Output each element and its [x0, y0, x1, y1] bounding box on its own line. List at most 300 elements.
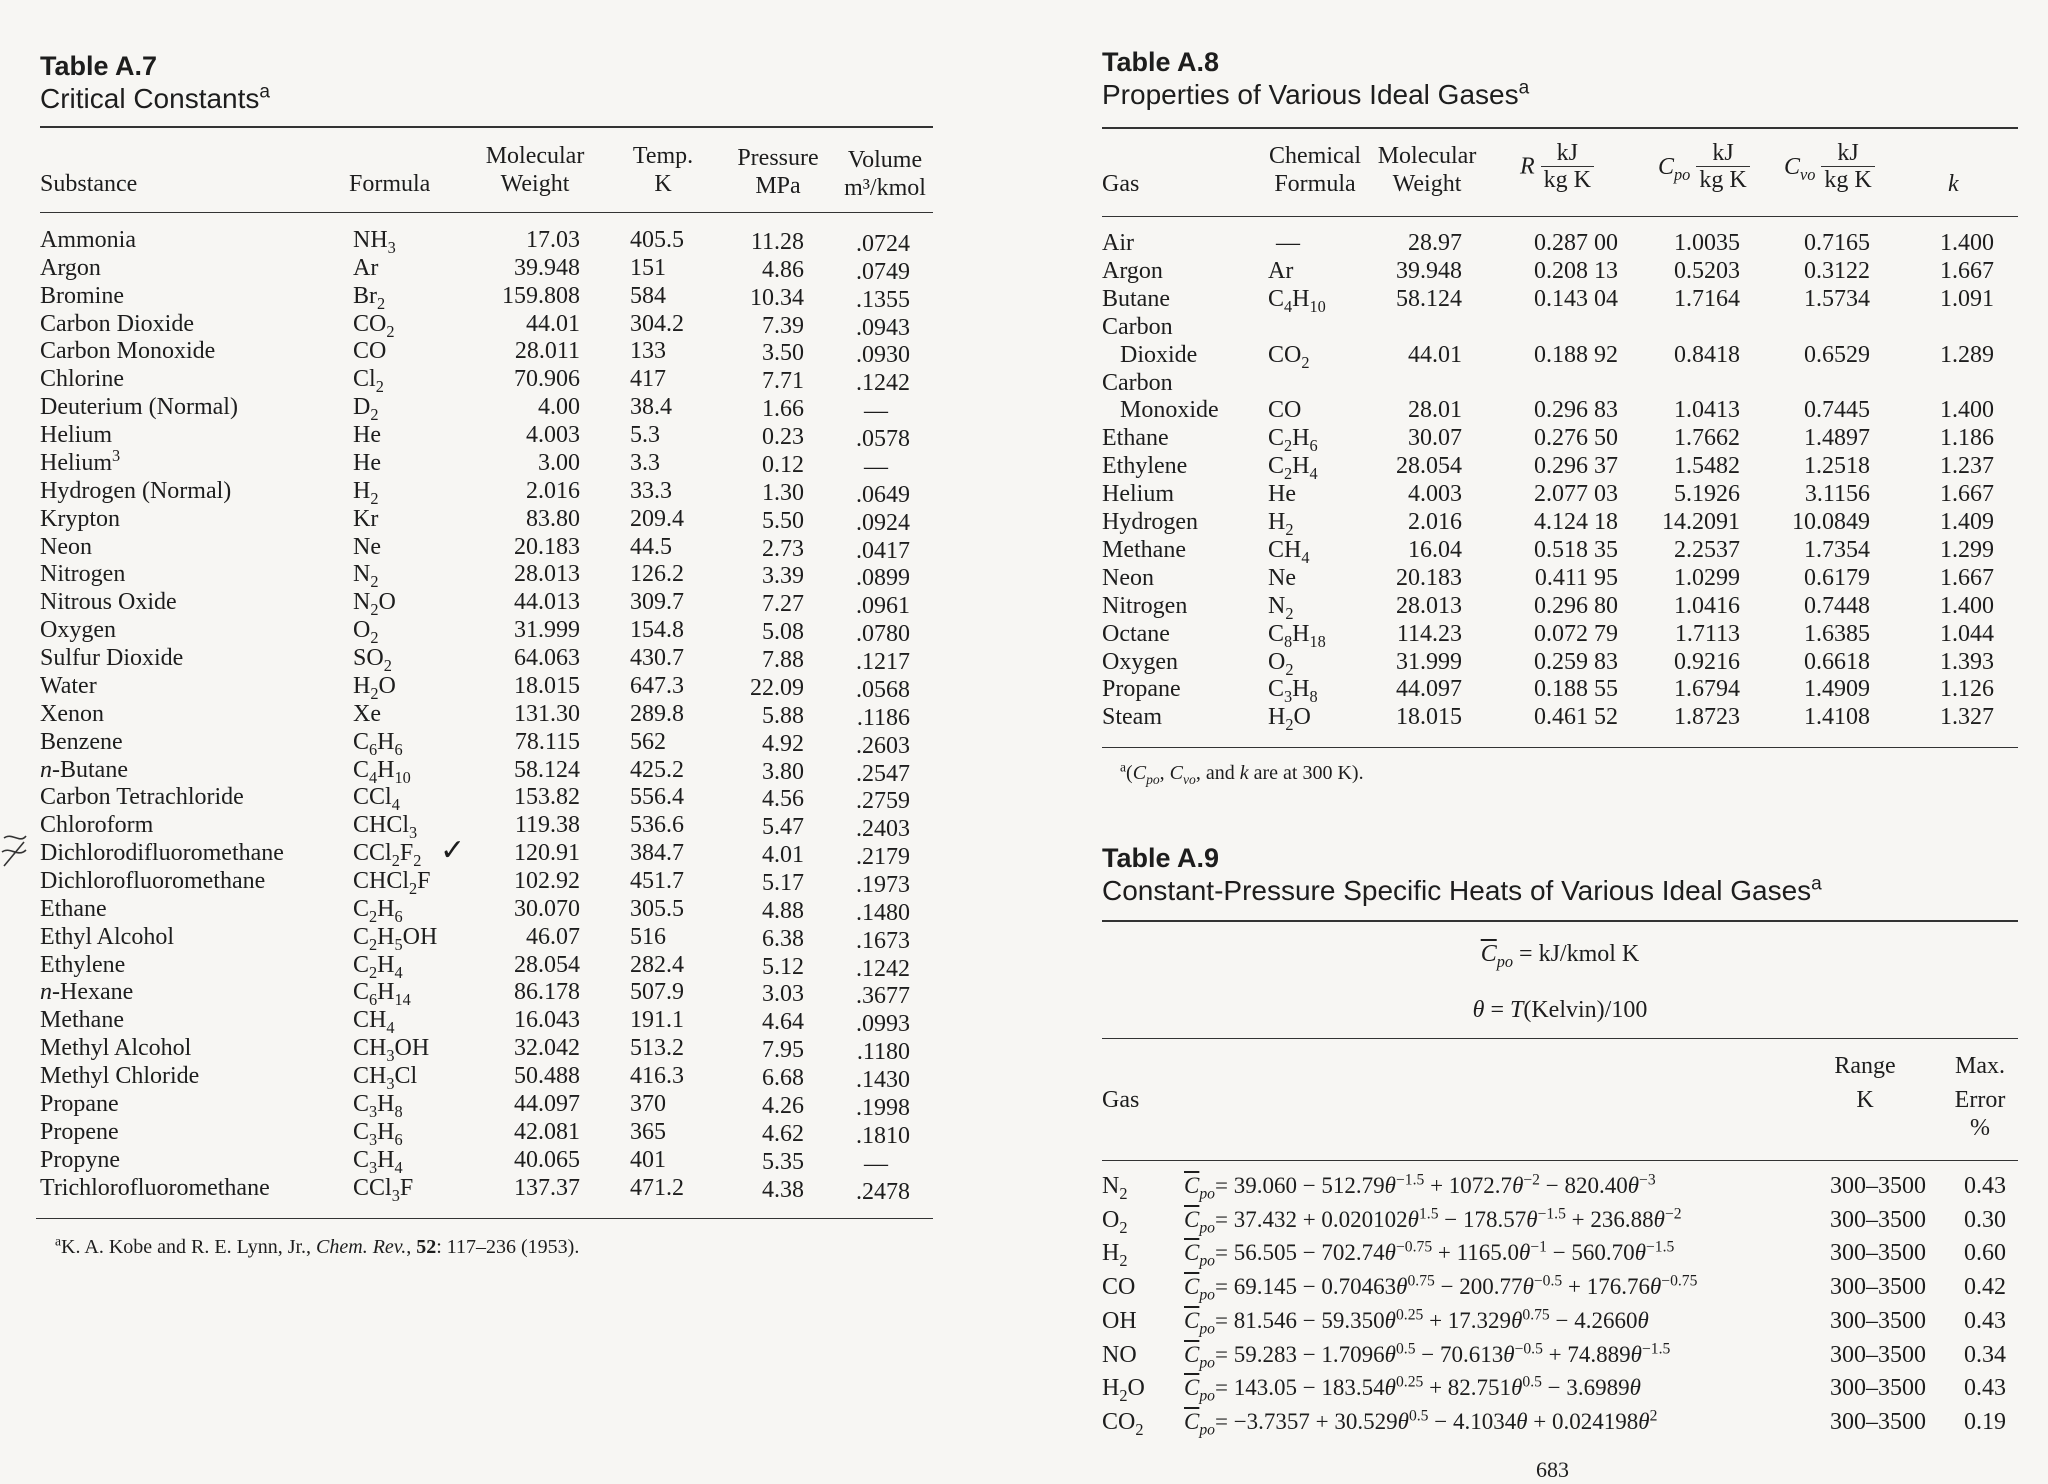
- molecular-weight: 28.054: [514, 951, 580, 978]
- k-ratio: 1.327: [1940, 704, 1994, 731]
- molecular-weight: 70.906: [514, 366, 580, 393]
- substance-name: Helium$^3$: [40, 445, 121, 476]
- col-pressure-line1: Pressure: [737, 145, 819, 171]
- chemical-formula: Ar: [1268, 257, 1294, 284]
- critical-pressure: 3.50: [762, 340, 804, 367]
- molecular-weight: 18.015: [1396, 704, 1462, 731]
- max-error: 0.19: [1964, 1408, 2006, 1435]
- critical-temperature: 309.7: [630, 589, 684, 616]
- temperature-range: 300–3500: [1830, 1173, 1926, 1199]
- substance-name: Carbon Monoxide: [40, 338, 216, 365]
- substance-name: Propyne: [40, 1146, 120, 1173]
- substance-name: n-Hexane: [40, 979, 134, 1006]
- critical-temperature: 401: [630, 1146, 666, 1173]
- cvo-value: 0.7165: [1804, 230, 1870, 256]
- table-a9-id: Table A.9: [1102, 843, 1220, 873]
- col-volume-line2: m³/kmol: [844, 175, 926, 201]
- cvo-value: 1.7354: [1804, 536, 1870, 563]
- formula: $N_2O$: [353, 589, 396, 620]
- critical-volume: .0724: [856, 231, 910, 257]
- k-ratio: 1.400: [1940, 397, 1994, 424]
- critical-volume: .3677: [856, 983, 910, 1010]
- formula: $CH_4$: [353, 1007, 395, 1038]
- critical-volume: .2478: [856, 1178, 910, 1205]
- critical-volume: .1180: [856, 1039, 910, 1066]
- col-temp-line1: Temp.: [632, 143, 694, 169]
- gas-name: Carbon: [1102, 369, 1173, 396]
- molecular-weight: 30.07: [1408, 425, 1462, 452]
- k-ratio: 1.400: [1940, 592, 1994, 619]
- temperature-range: 300–3500: [1830, 1206, 1926, 1233]
- critical-temperature: 471.2: [630, 1174, 684, 1201]
- chemical-formula: $O_2$: [1268, 648, 1294, 679]
- cpo-equation: $\overline{C}_{po}= 39.060 - 512.79\theta^{-1.5} + 1072.7\theta^{-2} - 820.40\theta^{-3}$: [1184, 1171, 1656, 1203]
- critical-volume: .0943: [856, 314, 910, 341]
- critical-temperature: 209.4: [630, 505, 684, 532]
- chemical-formula: $H_2$: [1268, 509, 1294, 539]
- formula: Ne: [353, 533, 381, 560]
- critical-volume: .1355: [856, 286, 910, 313]
- critical-temperature: 647.3: [630, 672, 684, 699]
- cpo-value: 1.5482: [1674, 453, 1740, 480]
- gas-constant-R: 0.296 83: [1534, 397, 1618, 424]
- gas-constant-R: 0.208 13: [1534, 257, 1618, 284]
- chemical-formula: $H_2O$: [1268, 704, 1311, 735]
- substance-name: Methane: [40, 1007, 124, 1034]
- col-err-line3: %: [1970, 1115, 1990, 1141]
- cpo-value: 1.0299: [1674, 564, 1740, 591]
- gas-constant-R: 0.287 00: [1534, 230, 1618, 256]
- cpo-value: 0.9216: [1674, 648, 1740, 675]
- temperature-range: 300–3500: [1830, 1240, 1926, 1267]
- substance-name: Nitrogen: [40, 561, 126, 588]
- gas-constant-R: 0.143 04: [1534, 285, 1618, 312]
- critical-pressure: 4.88: [762, 897, 804, 924]
- substance-name: Helium: [40, 422, 112, 449]
- cvo-value: 0.6179: [1804, 564, 1870, 591]
- cpo-value: 14.2091: [1662, 509, 1740, 535]
- gas-constant-R: 0.188 55: [1534, 676, 1618, 703]
- gas-constant-R: 0.296 80: [1534, 592, 1618, 619]
- critical-volume: .0993: [856, 1011, 910, 1038]
- molecular-weight: 114.23: [1396, 620, 1462, 647]
- gas-name: Oxygen: [1102, 648, 1178, 675]
- check-mark: ✓: [440, 833, 466, 868]
- max-error: 0.34: [1964, 1341, 2006, 1368]
- molecular-weight: 17.03: [526, 227, 580, 253]
- table-a7-header-rule: [40, 212, 933, 213]
- molecular-weight: 50.488: [514, 1063, 580, 1090]
- molecular-weight: 40.065: [514, 1146, 580, 1173]
- critical-temperature: 154.8: [630, 617, 684, 644]
- formula: $C_3H_6$: [353, 1118, 403, 1149]
- critical-volume: .0961: [856, 593, 910, 620]
- molecular-weight: 16.043: [514, 1007, 580, 1034]
- cpo-value: 1.7662: [1674, 425, 1740, 452]
- col-range-line2: K: [1856, 1087, 1874, 1113]
- cpo-equation: $\overline{C}_{po}= -3.7357 + 30.529\theta^{0.5} - 4.1034\theta + 0.024198\theta^2$: [1184, 1407, 1658, 1439]
- molecular-weight: 3.00: [538, 449, 580, 476]
- molecular-weight: 30.070: [514, 895, 580, 922]
- gas-formula: $CO_2$: [1102, 1408, 1144, 1439]
- formula: CO: [353, 338, 387, 365]
- critical-pressure: 2.73: [762, 535, 804, 562]
- molecular-weight: 39.948: [514, 254, 580, 281]
- formula: CCl$_3$F: [353, 1174, 414, 1205]
- critical-volume: .1430: [856, 1067, 910, 1094]
- critical-pressure: 5.88: [762, 702, 804, 729]
- critical-pressure: 5.12: [762, 953, 804, 980]
- critical-pressure: 7.95: [762, 1037, 804, 1064]
- substance-name: Propene: [40, 1118, 119, 1145]
- cvo-value: 0.7445: [1804, 397, 1870, 424]
- right-page: [1080, 0, 2048, 1482]
- gas-formula: $H_2$: [1102, 1240, 1128, 1271]
- formula: $O_2$: [353, 617, 379, 647]
- critical-volume: —: [864, 453, 888, 480]
- critical-volume: .1242: [856, 370, 910, 397]
- critical-temperature: 191.1: [630, 1007, 684, 1034]
- gas-formula: OH: [1102, 1307, 1137, 1334]
- col-k: k: [1948, 171, 1959, 197]
- formula: $SO_2$: [353, 645, 392, 675]
- formula: $C_4H_{10}$: [353, 756, 411, 787]
- molecular-weight: 137.37: [514, 1174, 580, 1201]
- critical-temperature: 370: [630, 1090, 666, 1117]
- substance-name: Dichlorodifluoromethane: [40, 840, 284, 867]
- col-chem-line2: Formula: [1274, 171, 1356, 197]
- chemical-formula: $CO_2$: [1268, 341, 1310, 372]
- chemical-formula: —: [1276, 230, 1300, 256]
- k-ratio: 1.289: [1940, 341, 1994, 368]
- gas-name: Argon: [1102, 257, 1163, 284]
- critical-pressure: 4.92: [762, 730, 804, 757]
- cvo-value: 0.6529: [1804, 341, 1870, 368]
- critical-temperature: 507.9: [630, 979, 684, 1006]
- formula: CCl$_4$: [353, 784, 400, 815]
- chemical-formula: $C_4H_{10}$: [1268, 285, 1326, 316]
- critical-pressure: 5.50: [762, 507, 804, 534]
- gas-constant-R: 0.518 35: [1534, 536, 1618, 563]
- table-a7-footnote: $^a$K. A. Kobe and R. E. Lynn, Jr., Chem. Rev., 52: 117–236 (1953).: [55, 1233, 580, 1258]
- substance-name: Carbon Dioxide: [40, 310, 194, 337]
- formula: $N_2$: [353, 561, 379, 592]
- critical-pressure: 4.62: [762, 1120, 804, 1147]
- col-mw-line2: Weight: [500, 171, 570, 197]
- critical-temperature: 133: [630, 338, 666, 365]
- critical-temperature: 151: [630, 254, 666, 281]
- table-a8-id: Table A.8: [1102, 47, 1220, 77]
- cpo-equation: $\overline{C}_{po}= 59.283 - 1.7096\theta^{0.5} - 70.613\theta^{-0.5} + 74.889\theta^{-1.5}$: [1184, 1339, 1671, 1372]
- critical-pressure: 11.28: [750, 229, 804, 255]
- critical-temperature: 33.3: [630, 477, 672, 504]
- critical-volume: .1242: [856, 955, 910, 982]
- formula: He: [353, 449, 381, 476]
- col-volume-line1: Volume: [847, 147, 923, 173]
- critical-temperature: 5.3: [630, 422, 660, 449]
- substance-name: Nitrous Oxide: [40, 589, 177, 616]
- cpo-value: 1.6794: [1674, 676, 1740, 703]
- critical-pressure: 0.23: [762, 424, 804, 451]
- col-temp-line2: K: [654, 171, 672, 197]
- gas-constant-R: 0.296 37: [1534, 453, 1618, 480]
- gas-formula: NO: [1102, 1341, 1137, 1368]
- critical-volume: .0649: [856, 481, 910, 508]
- substance-name: Ethyl Alcohol: [40, 923, 174, 950]
- critical-pressure: 1.66: [762, 396, 804, 423]
- chemical-formula: $C_8H_{18}$: [1268, 620, 1326, 651]
- molecular-weight: 16.04: [1408, 536, 1462, 563]
- substance-name: Hydrogen (Normal): [40, 477, 232, 504]
- substance-name: Oxygen: [40, 617, 116, 644]
- col-cpo: $C_{po}$ $\frac{kJ}{\text{kg K}}$: [1658, 140, 1750, 193]
- table-a7-top-rule: [40, 126, 933, 128]
- critical-volume: —: [864, 398, 888, 425]
- k-ratio: 1.409: [1940, 509, 1994, 535]
- critical-temperature: 305.5: [630, 895, 684, 922]
- gas-constant-R: 0.276 50: [1534, 425, 1618, 452]
- molecular-weight: 64.063: [514, 645, 580, 672]
- molecular-weight: 28.013: [514, 561, 580, 588]
- critical-pressure: 10.34: [750, 284, 804, 311]
- critical-pressure: 7.88: [762, 647, 804, 674]
- substance-name: Methyl Alcohol: [40, 1035, 192, 1062]
- critical-temperature: 417: [630, 366, 666, 393]
- max-error: 0.43: [1964, 1307, 2006, 1334]
- molecular-weight: 39.948: [1396, 257, 1462, 284]
- max-error: 0.30: [1964, 1206, 2006, 1233]
- cpo-value: 1.7164: [1674, 285, 1740, 312]
- gas-constant-R: 0.072 79: [1534, 620, 1618, 647]
- col-R: R $\frac{kJ}{\text{kg K}}$: [1520, 140, 1594, 193]
- table-a8-top-rule: [1102, 127, 2018, 129]
- critical-volume: .1186: [856, 704, 910, 731]
- critical-volume: .0749: [856, 258, 910, 285]
- molecular-weight: 44.097: [1396, 676, 1462, 703]
- critical-volume: .1673: [856, 927, 910, 954]
- molecular-weight: 44.097: [514, 1090, 580, 1117]
- critical-temperature: 126.2: [630, 561, 684, 588]
- k-ratio: 1.667: [1940, 564, 1994, 591]
- molecular-weight: 44.01: [1408, 341, 1462, 368]
- molecular-weight: 42.081: [514, 1118, 580, 1145]
- gas-constant-R: 0.259 83: [1534, 648, 1618, 675]
- formula: $C_3H_4$: [353, 1146, 403, 1177]
- gas-constant-R: 0.411 95: [1534, 564, 1618, 591]
- k-ratio: 1.667: [1940, 481, 1994, 508]
- formula: $NH_3$: [353, 227, 396, 257]
- table-a9-top-rule: [1102, 920, 2018, 922]
- k-ratio: 1.393: [1940, 648, 1994, 675]
- critical-volume: .2603: [856, 732, 910, 759]
- critical-pressure: 7.71: [762, 368, 804, 395]
- molecular-weight: 44.013: [514, 589, 580, 616]
- k-ratio: 1.237: [1940, 453, 1994, 480]
- substance-name: Chloroform: [40, 812, 154, 839]
- substance-name: Carbon Tetrachloride: [40, 784, 244, 811]
- cvo-value: 0.7448: [1804, 592, 1870, 619]
- critical-pressure: 6.38: [762, 925, 804, 952]
- k-ratio: 1.186: [1940, 425, 1994, 452]
- critical-pressure: 7.27: [762, 591, 804, 618]
- critical-volume: .1480: [856, 899, 910, 926]
- molecular-weight: 4.003: [1408, 481, 1462, 508]
- gas-name: Octane: [1102, 620, 1170, 647]
- molecular-weight: 28.97: [1408, 230, 1462, 256]
- gas-name: Neon: [1102, 564, 1154, 591]
- critical-pressure: 4.38: [762, 1176, 804, 1203]
- col-range-line1: Range: [1834, 1053, 1896, 1079]
- molecular-weight: 18.015: [514, 672, 580, 699]
- substance-name: Ammonia: [40, 227, 136, 253]
- critical-volume: .0417: [856, 537, 910, 564]
- substance-name: Benzene: [40, 728, 123, 755]
- critical-volume: .0924: [856, 509, 910, 536]
- molecular-weight: 31.999: [1396, 648, 1462, 675]
- molecular-weight: 20.183: [1396, 564, 1462, 591]
- chemical-formula: $CH_4$: [1268, 536, 1310, 567]
- k-ratio: 1.299: [1940, 536, 1994, 563]
- formula: $C_2H_5OH$: [353, 923, 438, 954]
- k-ratio: 1.400: [1940, 230, 1994, 256]
- substance-name: Krypton: [40, 505, 120, 532]
- molecular-weight: 2.016: [526, 477, 580, 504]
- molecular-weight: 86.178: [514, 979, 580, 1006]
- critical-temperature: 430.7: [630, 645, 684, 672]
- cvo-value: 1.4897: [1804, 425, 1870, 452]
- table-a7-title: Critical Constants$^a$: [40, 81, 270, 114]
- gas-formula: CO: [1102, 1274, 1136, 1301]
- cpo-value: 1.7113: [1674, 620, 1740, 647]
- critical-pressure: 4.56: [762, 786, 804, 813]
- critical-temperature: 584: [630, 282, 666, 309]
- formula: $H_2O$: [353, 672, 396, 703]
- critical-volume: .1973: [856, 872, 910, 898]
- cpo-value: 1.8723: [1674, 704, 1740, 731]
- cpo-equation: $\overline{C}_{po}= 56.505 - 702.74\theta^{-0.75} + 1165.0\theta^{-1} - 560.70\theta^{-1.5}$: [1184, 1238, 1675, 1270]
- k-ratio: 1.044: [1940, 620, 1994, 647]
- temperature-range: 300–3500: [1830, 1307, 1926, 1334]
- substance-name: Ethylene: [40, 951, 126, 978]
- substance-name: Neon: [40, 533, 92, 560]
- formula: Xe: [353, 700, 381, 727]
- critical-temperature: 425.2: [630, 756, 684, 783]
- col-chem-line1: Chemical: [1269, 143, 1361, 169]
- critical-pressure: 3.80: [762, 758, 804, 785]
- cpo-equation: $\overline{C}_{po}= 69.145 - 0.70463\theta^{0.75} - 200.77\theta^{-0.5} + 176.76\theta^{-0.75}$: [1184, 1272, 1698, 1304]
- temperature-range: 300–3500: [1830, 1408, 1926, 1435]
- critical-temperature: 556.4: [630, 784, 684, 811]
- critical-volume: —: [864, 1150, 888, 1177]
- chemical-formula: Ne: [1268, 564, 1296, 591]
- cvo-value: 0.6618: [1804, 648, 1870, 675]
- critical-temperature: 44.5: [630, 533, 672, 560]
- col-mw8-line2: Weight: [1392, 171, 1462, 197]
- cpo-value: 0.8418: [1674, 341, 1740, 368]
- formula: $CO_2$: [353, 310, 395, 341]
- cpo-value: 5.1926: [1674, 481, 1740, 508]
- temperature-range: 300–3500: [1830, 1274, 1926, 1301]
- formula: He: [353, 422, 381, 449]
- gas-formula: $N_2$: [1102, 1173, 1128, 1203]
- critical-pressure: 5.08: [762, 619, 804, 646]
- gas-name: Air: [1102, 230, 1134, 256]
- gas-formula: $O_2$: [1102, 1206, 1128, 1237]
- critical-temperature: 384.7: [630, 840, 684, 867]
- temperature-range: 300–3500: [1830, 1341, 1926, 1368]
- molecular-weight: 58.124: [514, 756, 580, 783]
- gas-name: Helium: [1102, 481, 1174, 508]
- cpo-value: 2.2537: [1674, 536, 1740, 563]
- cpo-value: 0.5203: [1674, 257, 1740, 284]
- cpo-equation: $\overline{C}_{po}= 143.05 - 183.54\theta^{0.25} + 82.751\theta^{0.5} - 3.6989\theta$: [1184, 1373, 1641, 1405]
- substance-name: Methyl Chloride: [40, 1063, 200, 1090]
- cpo-equation: $\overline{C}_{po}= 81.546 - 59.350\theta^{0.25} + 17.329\theta^{0.75} - 4.2660\theta$: [1184, 1306, 1649, 1338]
- gas-name: Propane: [1102, 676, 1181, 703]
- gas-name: Butane: [1102, 285, 1170, 312]
- critical-pressure: 7.39: [762, 312, 804, 339]
- col-err-line1: Max.: [1955, 1053, 2005, 1079]
- col-formula: Formula: [349, 171, 431, 197]
- critical-pressure: 22.09: [750, 674, 804, 701]
- critical-volume: .1217: [856, 649, 910, 676]
- critical-temperature: 451.7: [630, 868, 684, 894]
- critical-volume: .2547: [856, 760, 910, 787]
- molecular-weight: 4.00: [538, 394, 580, 421]
- critical-pressure: 3.39: [762, 563, 804, 590]
- temperature-range: 300–3500: [1830, 1375, 1926, 1402]
- col-substance: Substance: [40, 171, 138, 197]
- critical-pressure: 4.01: [762, 842, 804, 869]
- substance-name: Propane: [40, 1090, 119, 1117]
- molecular-weight: 119.38: [514, 812, 580, 839]
- table-a8-header-rule: [1102, 216, 2018, 217]
- critical-volume: .2759: [856, 788, 910, 815]
- critical-temperature: 513.2: [630, 1035, 684, 1062]
- gas-formula: $H_2O$: [1102, 1375, 1145, 1405]
- substance-name: n-Butane: [40, 756, 128, 783]
- col-mw-line1: Molecular: [485, 143, 585, 169]
- substance-name: Xenon: [40, 700, 104, 727]
- molecular-weight: 20.183: [514, 533, 580, 560]
- critical-pressure: 3.03: [762, 981, 804, 1008]
- critical-volume: .1998: [856, 1094, 910, 1121]
- molecular-weight: 131.30: [514, 700, 580, 727]
- molecular-weight: 4.003: [526, 422, 580, 449]
- table-a9-units-definition: $\overline{C}_{po}$ = kJ/kmol K: [1480, 941, 1640, 971]
- substance-name: Ethane: [40, 895, 107, 922]
- cpo-equation: $\overline{C}_{po}= 37.432 + 0.020102\theta^{1.5} - 178.57\theta^{-1.5} + 236.88\theta^{-2}$: [1184, 1205, 1682, 1237]
- molecular-weight: 31.999: [514, 617, 580, 644]
- gas-name: Ethane: [1102, 425, 1169, 452]
- chemical-formula: CO: [1268, 397, 1302, 424]
- cvo-value: 1.5734: [1804, 285, 1870, 312]
- molecular-weight: 28.011: [514, 338, 580, 365]
- gas-name: Nitrogen: [1102, 592, 1188, 619]
- table-a9-title: Constant-Pressure Specific Heats of Various Ideal Gases$^a$: [1102, 873, 1822, 906]
- critical-temperature: 536.6: [630, 812, 684, 839]
- max-error: 0.60: [1964, 1240, 2006, 1267]
- critical-volume: .1810: [856, 1122, 910, 1149]
- molecular-weight: 32.042: [514, 1035, 580, 1062]
- k-ratio: 1.091: [1940, 285, 1994, 312]
- table-a7-bottom-rule: [36, 1218, 933, 1219]
- critical-temperature: 3.3: [630, 449, 660, 476]
- critical-temperature: 282.4: [630, 951, 684, 978]
- cvo-value: 3.1156: [1804, 481, 1870, 508]
- gas-name: Hydrogen: [1102, 509, 1198, 535]
- table-a9-mid-rule: [1102, 1038, 2018, 1039]
